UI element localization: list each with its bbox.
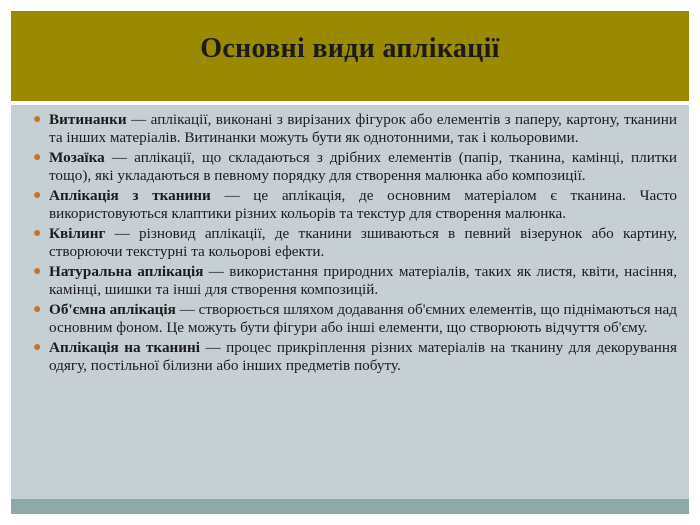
item-text: — різновид аплікації, де тканини зшиваються в певний візерунок або картину, створюючи текстурні та кольорові ефекти. xyxy=(49,225,677,260)
list-item xyxy=(33,111,677,146)
bullet-icon: ● xyxy=(33,188,42,203)
item-text: — використання природних матеріалів, таких як листя, квіти, насіння, камінці, шишки та інші для створення композицій. xyxy=(49,263,678,298)
bullet-icon: ● xyxy=(33,112,42,127)
item-text: — аплікації, виконані з вирізаних фігурок або елементів з паперу, картону, тканини та інших матеріалів. Витинанки можуть бути як однотонними, так і кольоровими. xyxy=(49,111,677,146)
bullet-icon: ● xyxy=(33,150,42,165)
item-term: Об'ємна аплікація xyxy=(49,301,176,318)
item-text: — аплікації, що складаються з дрібних елементів (папір, тканина, камінці, плитки тощо), які укладаються в певному порядку для створення малюнка або композиції. xyxy=(49,149,677,184)
slide-title: Основні види аплікації xyxy=(200,33,500,64)
bullet-icon: ● xyxy=(33,226,42,241)
list-item xyxy=(33,339,677,374)
bullet-icon: ● xyxy=(33,302,42,317)
item-term: Квілинг xyxy=(49,225,106,242)
title-band xyxy=(11,11,689,101)
list-item xyxy=(33,263,677,298)
bullet-icon: ● xyxy=(33,340,42,355)
item-term: Аплікація з тканини xyxy=(49,187,211,204)
list-item xyxy=(33,149,677,184)
bullet-icon: ● xyxy=(33,264,42,279)
list-item xyxy=(33,187,677,222)
list-item xyxy=(33,225,677,260)
bullet-list xyxy=(11,105,689,374)
list-item xyxy=(33,301,677,336)
bottom-band xyxy=(11,499,689,514)
item-text: — створюється шляхом додавання об'ємних елементів, що піднімаються над основним фоном. Це можуть бути фігури або інші елементи, що створюють відчуття об'єму. xyxy=(49,301,677,336)
item-term: Витинанки xyxy=(49,111,127,128)
item-text: — це аплікація, де основним матеріалом є тканина. Часто використовуються клаптики різних кольорів та текстур для створення малюнка. xyxy=(49,187,677,222)
item-term: Натуральна аплікація xyxy=(49,263,204,280)
item-term: Мозаїка xyxy=(49,149,105,166)
content-area xyxy=(11,105,689,499)
item-term: Аплікація на тканині xyxy=(49,339,201,356)
slide xyxy=(11,11,689,514)
item-text: — процес прикріплення різних матеріалів на тканину для декорування одягу, постільної білизни або інших предметів побуту. xyxy=(49,339,678,374)
